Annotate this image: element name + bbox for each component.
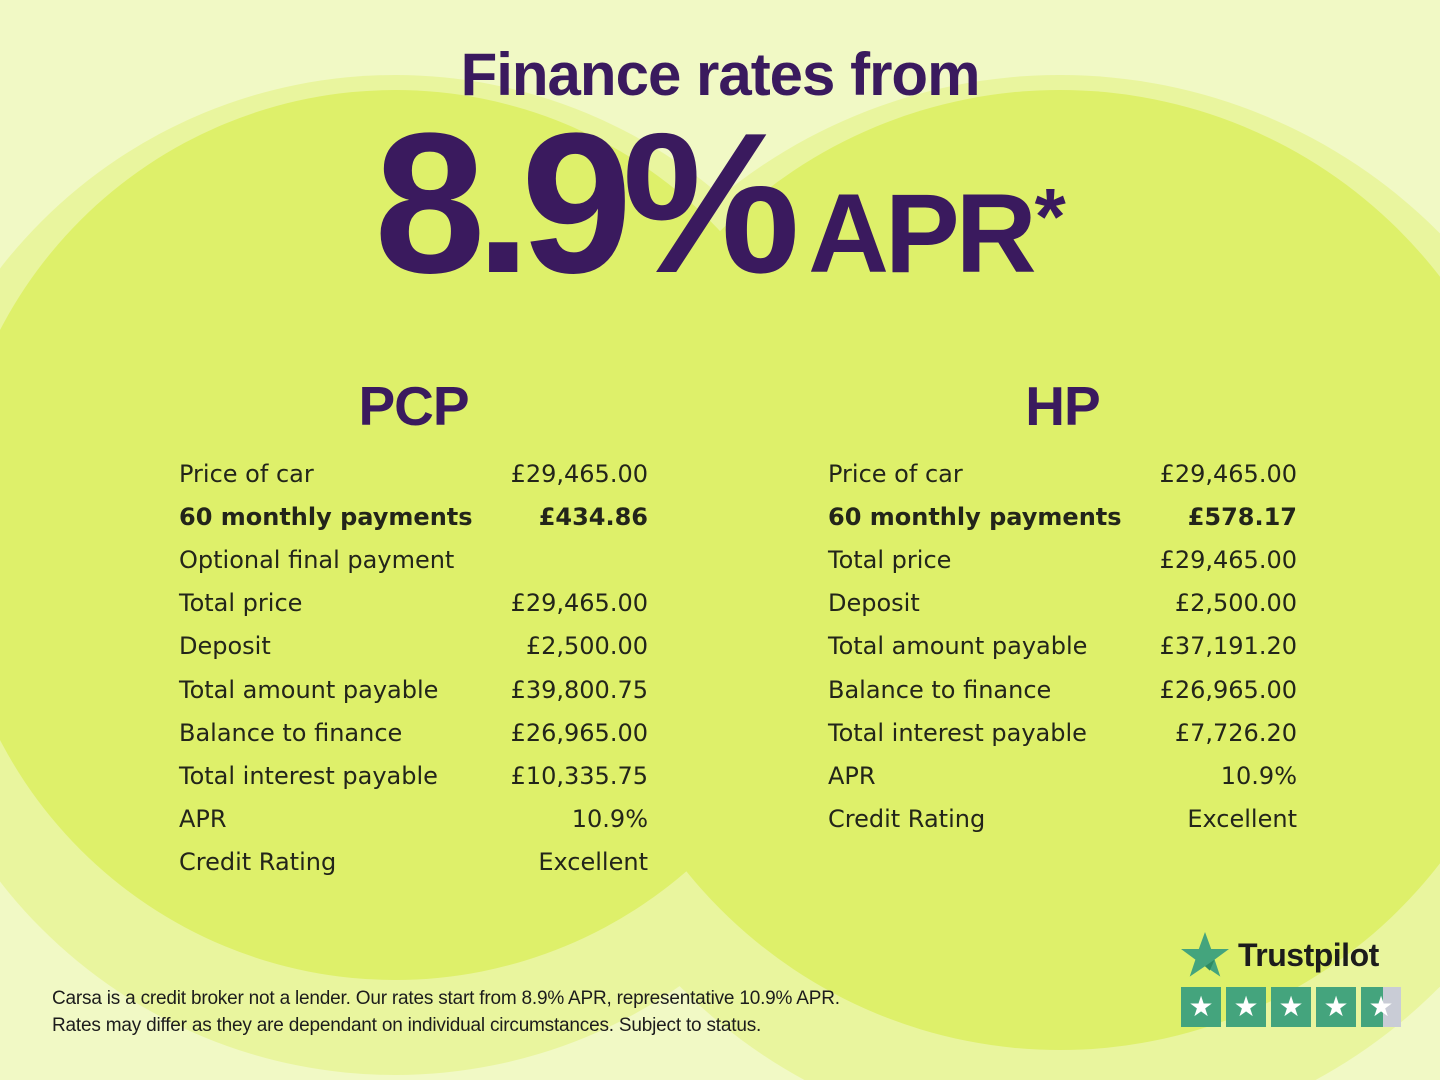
row-label: Balance to finance xyxy=(828,675,1052,704)
row-label: Total amount payable xyxy=(179,675,439,704)
finance-row xyxy=(179,625,648,668)
star-icon: ★ xyxy=(1233,990,1259,1023)
finance-row xyxy=(179,798,648,841)
finance-row xyxy=(828,798,1297,841)
row-label: Total interest payable xyxy=(179,761,438,790)
finance-row xyxy=(179,668,648,711)
row-label: Credit Rating xyxy=(828,805,986,834)
hp-table xyxy=(828,452,1297,841)
row-value: Excellent xyxy=(1187,805,1297,834)
row-value: £2,500.00 xyxy=(525,632,648,661)
trustpilot-logo xyxy=(1181,932,1407,978)
finance-row xyxy=(828,538,1297,581)
finance-row xyxy=(179,495,648,538)
row-value: £26,965.00 xyxy=(510,718,648,747)
rate-asterisk: * xyxy=(1034,172,1066,261)
row-label: Price of car xyxy=(828,459,963,488)
finance-row xyxy=(179,582,648,625)
row-value: £29,465.00 xyxy=(1159,545,1297,574)
page-title: Finance rates from xyxy=(460,41,980,108)
row-value: £10,335.75 xyxy=(510,761,648,790)
finance-row xyxy=(179,452,648,495)
row-value: £434.86 xyxy=(538,502,648,531)
finance-row xyxy=(179,711,648,754)
finance-row xyxy=(828,668,1297,711)
row-label: Total interest payable xyxy=(828,718,1087,747)
finance-row xyxy=(828,452,1297,495)
finance-row xyxy=(828,582,1297,625)
trustpilot-star-box xyxy=(1361,987,1401,1027)
trustpilot-star-box xyxy=(1181,987,1221,1027)
row-value: £29,465.00 xyxy=(510,589,648,618)
row-value: 10.9% xyxy=(571,805,648,834)
finance-row xyxy=(179,538,648,581)
row-value: £578.17 xyxy=(1187,502,1297,531)
disclaimer-line-1: Carsa is a credit broker not a lender. Our rates start from 8.9% APR, representative 10.9% APR. xyxy=(52,988,840,1009)
finance-row xyxy=(828,495,1297,538)
row-value: £7,726.20 xyxy=(1174,718,1297,747)
row-value: £29,465.00 xyxy=(510,459,648,488)
row-label: 60 monthly payments xyxy=(179,502,473,531)
finance-row xyxy=(179,754,648,797)
row-value: £2,500.00 xyxy=(1174,589,1297,618)
row-label: Total price xyxy=(828,545,952,574)
trustpilot-star-box xyxy=(1316,987,1356,1027)
trustpilot-star-box xyxy=(1271,987,1311,1027)
hp-heading: HP xyxy=(1025,375,1100,437)
finance-row xyxy=(179,841,648,884)
row-label: Total amount payable xyxy=(828,632,1088,661)
star-icon: ★ xyxy=(1368,990,1394,1023)
trustpilot-star-icon xyxy=(1181,932,1229,978)
trustpilot-block xyxy=(1181,932,1407,1027)
star-icon: ★ xyxy=(1278,990,1304,1023)
row-label: Total price xyxy=(179,589,303,618)
disclaimer-line-2: Rates may differ as they are dependant on individual circumstances. Subject to status. xyxy=(52,1015,762,1036)
trustpilot-star-box xyxy=(1226,987,1266,1027)
finance-row xyxy=(828,625,1297,668)
star-icon: ★ xyxy=(1323,990,1349,1023)
trustpilot-star-shape xyxy=(1181,932,1229,977)
rate-value: 8.9% xyxy=(374,92,791,315)
finance-row xyxy=(828,711,1297,754)
row-value: £39,800.75 xyxy=(510,675,648,704)
trustpilot-stars xyxy=(1181,987,1407,1027)
row-label: Deposit xyxy=(179,632,271,661)
pcp-heading: PCP xyxy=(358,375,469,437)
row-value: Excellent xyxy=(538,848,648,877)
row-label: Deposit xyxy=(828,589,920,618)
star-icon: ★ xyxy=(1188,990,1214,1023)
row-label: Balance to finance xyxy=(179,718,403,747)
row-label: Price of car xyxy=(179,459,314,488)
row-label: APR xyxy=(179,805,227,834)
row-label: Optional final payment xyxy=(179,545,455,574)
row-value: £26,965.00 xyxy=(1159,675,1297,704)
finance-row xyxy=(828,754,1297,797)
row-value: 10.9% xyxy=(1220,761,1297,790)
rate-apr-label: APR xyxy=(808,171,1033,296)
row-label: Credit Rating xyxy=(179,848,337,877)
hero-rate xyxy=(0,92,1440,315)
row-label: 60 monthly payments xyxy=(828,502,1122,531)
trustpilot-brand-text: Trustpilot xyxy=(1238,936,1379,973)
disclaimer xyxy=(52,985,840,1039)
pcp-table xyxy=(179,452,648,884)
row-value: £37,191.20 xyxy=(1159,632,1297,661)
row-value: £29,465.00 xyxy=(1159,459,1297,488)
row-label: APR xyxy=(828,761,876,790)
